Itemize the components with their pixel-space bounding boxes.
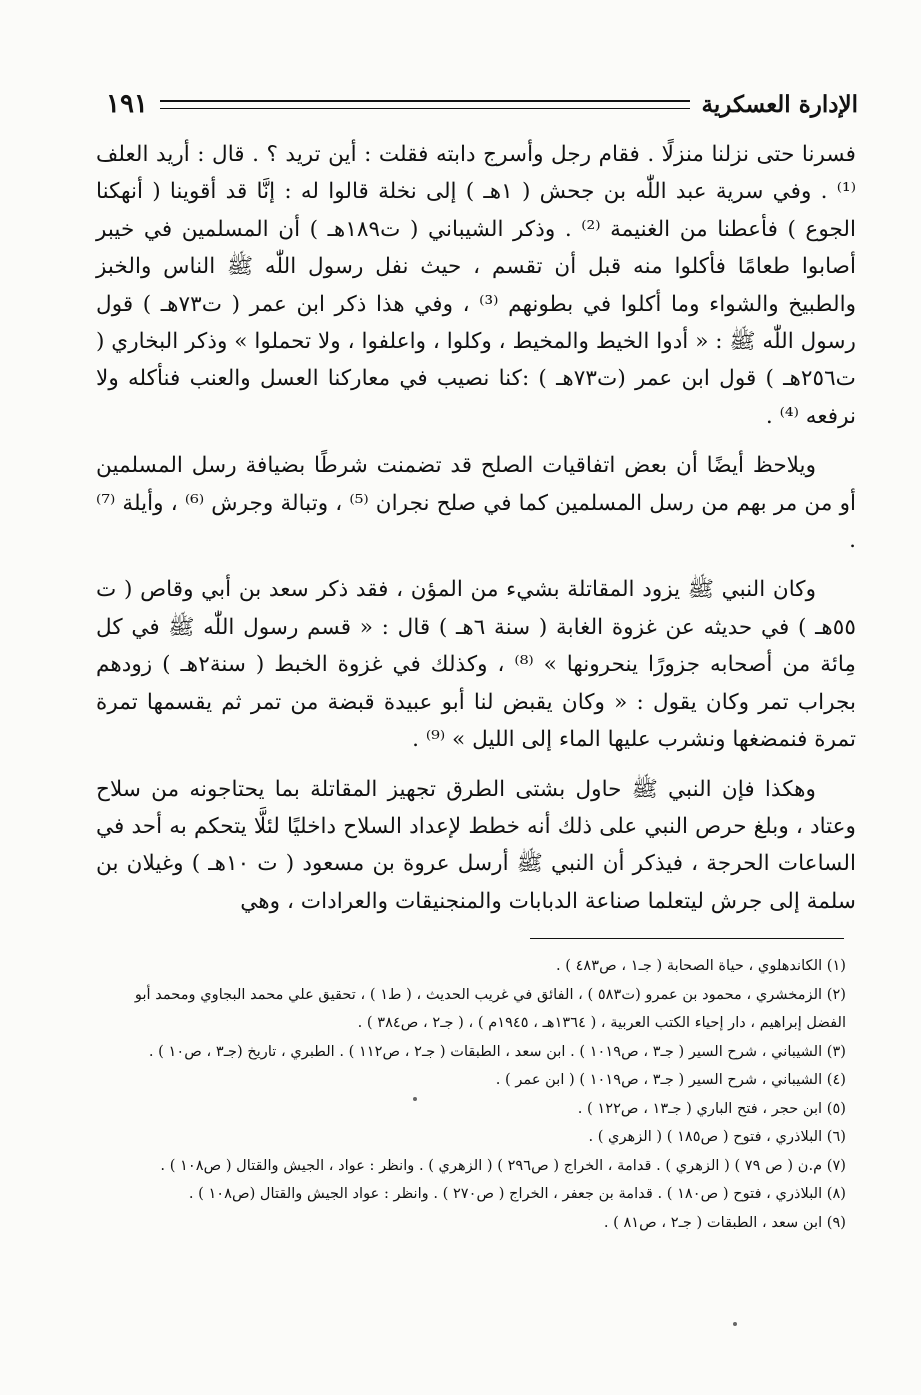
footnote-8: (٨) البلاذري ، فتوح ( ص١٨٠ ) . قدامة بن جعفر ، الخراج ( ص٢٧٠ ) . وانظر : عواد الجيش والقتال (ص١٠٨ ) . bbox=[188, 1185, 846, 1202]
footnote-3: (٣) الشيباني ، شرح السير ( جـ٣ ، ص١٠١٩ ) . ابن سعد ، الطبقات ( جـ٢ ، ص١١٢ ) . الطبري ، تاريخ (جـ٣ ، ص١٠ ) . bbox=[148, 1042, 846, 1060]
print-speck bbox=[733, 1322, 737, 1326]
paragraph: وكان النبي ﷺ يزود المقاتلة بشيء من المؤن ، فقد ذكر سعد بن أبي وقاص ( ت ٥٥هـ ) في حديثه عن غزوة الغابة ( سنة ٦هـ ) قال : « قسم رسول اللّٰه ﷺ في كل مِائة من أصحابه جزورًا ينحرونها » ⁽⁸⁾ ، وكذلك في غزوة الخبط ( سنة٢هـ ) زودهم بجراب تمر وكان يقول : « وكان يقبض لنا أبو عبيدة قبضة من تمر ثم يقسمها تمرة تمرة فنمضغها ونشرب عليها الماء إلى الليل » ⁽⁹⁾ . bbox=[96, 577, 856, 753]
footnote-7: (٧) م.ن ( ص ٧٩ ) ( الزهري ) . قدامة ، الخراج ( ص٢٩٦ ) ( الزهري ) . وانظر : عواد ، الجيش والقتال ( ص١٠٨ ) . bbox=[160, 1156, 846, 1174]
footnote-separator bbox=[530, 938, 844, 939]
paragraph: فسرنا حتى نزلنا منزلًا . فقام رجل وأسرج دابته فقلت : أين تريد ؟ . قال : أريد العلف ⁽¹⁾ . وفي سرية عبد اللّٰه بن جحش ( ١هـ ) إلى نخلة قالوا له : إنَّا قد أقوينا ( أنهكنا الجوع ) فأعطنا من الغنيمة ⁽²⁾ . وذكر الشيباني ( ت١٨٩هـ ) أن المسلمين في خيبر أصابوا طعامًا فأكلوا منه قبل أن تقسم ، حيث نفل رسول اللّٰه ﷺ الناس والخبز والطبيخ والشواء وما أكلوا في بطونهم ⁽³⁾ ، وفي هذا ذكر ابن عمر ( ت٧٣هـ ) قول رسول اللّٰه ﷺ : « أدوا الخيط والمخيط ، وكلوا ، واعلفوا ، ولا تحملوا » وذكر البخاري ( ت٢٥٦هـ ) قول ابن عمر (ت٧٣هـ ) :كنا نصيب في معاركنا العسل والعنب فنأكله ولا نرفعه ⁽⁴⁾ . bbox=[96, 142, 857, 429]
footnote-4: (٤) الشيباني ، شرح السير ( جـ٣ ، ص١٠١٩ ) ( ابن عمر ) . bbox=[495, 1071, 846, 1088]
paragraph: ويلاحظ أيضًا أن بعض اتفاقيات الصلح قد تضمنت شرطًا بضيافة رسل المسلمين أو من مر بهم من رسل المسلمين كما في صلح نجران ⁽⁵⁾ ، وتبالة وجرش ⁽⁶⁾ ، وأيلة ⁽⁷⁾ . bbox=[96, 453, 857, 554]
print-speck bbox=[413, 1097, 417, 1101]
footnotes bbox=[96, 952, 846, 1237]
footnote-1: (١) الكاندهلوي ، حياة الصحابة ( جـ١ ، ص٤٨٣ ) . bbox=[555, 957, 846, 974]
footnote-9: (٩) ابن سعد ، الطبقات ( جـ٢ ، ص٨١ ) . bbox=[603, 1213, 846, 1231]
page-header bbox=[106, 84, 858, 124]
footnote-2: (٢) الزمخشري ، محمود بن عمرو (ت٥٨٣ ) ، الفائق في غريب الحديث ، ( ط١ ) ، تحقيق علي محمد البجاوي ومحمد أبو الفضل إبراهيم ، دار إحياء الكتب العربية ، ( ١٣٦٤هـ ، ١٩٤٥م ) ، ( جـ٢ ، ص٣٨٤ ) . bbox=[134, 985, 846, 1031]
running-title: الإدارة العسكرية bbox=[701, 90, 858, 118]
header-rule bbox=[160, 100, 690, 109]
page-number: ١٩١ bbox=[106, 89, 148, 119]
footnote-6: (٦) البلاذري ، فتوح ( ص١٨٥ ) ( الزهري ) . bbox=[588, 1128, 846, 1145]
footnote-5: (٥) ابن حجر ، فتح الباري ( جـ١٣ ، ص١٢٢ ) . bbox=[577, 1099, 846, 1117]
paragraph: وهكذا فإن النبي ﷺ حاول بشتى الطرق تجهيز المقاتلة بما يحتاجونه من سلاح وعتاد ، وبلغ حرص النبي على ذلك أنه خطط لإعداد السلاح داخليًا لئلَّا يتحكم به أحد في الساعات الحرجة ، فيذكر أن النبي ﷺ أرسل عروة بن مسعود ( ت ١٠هـ ) وغيلان بن سلمة إلى جرش ليتعلما صناعة الدبابات والمنجنيقات والعرادات ، وهي bbox=[96, 776, 856, 914]
main-text bbox=[96, 136, 856, 920]
